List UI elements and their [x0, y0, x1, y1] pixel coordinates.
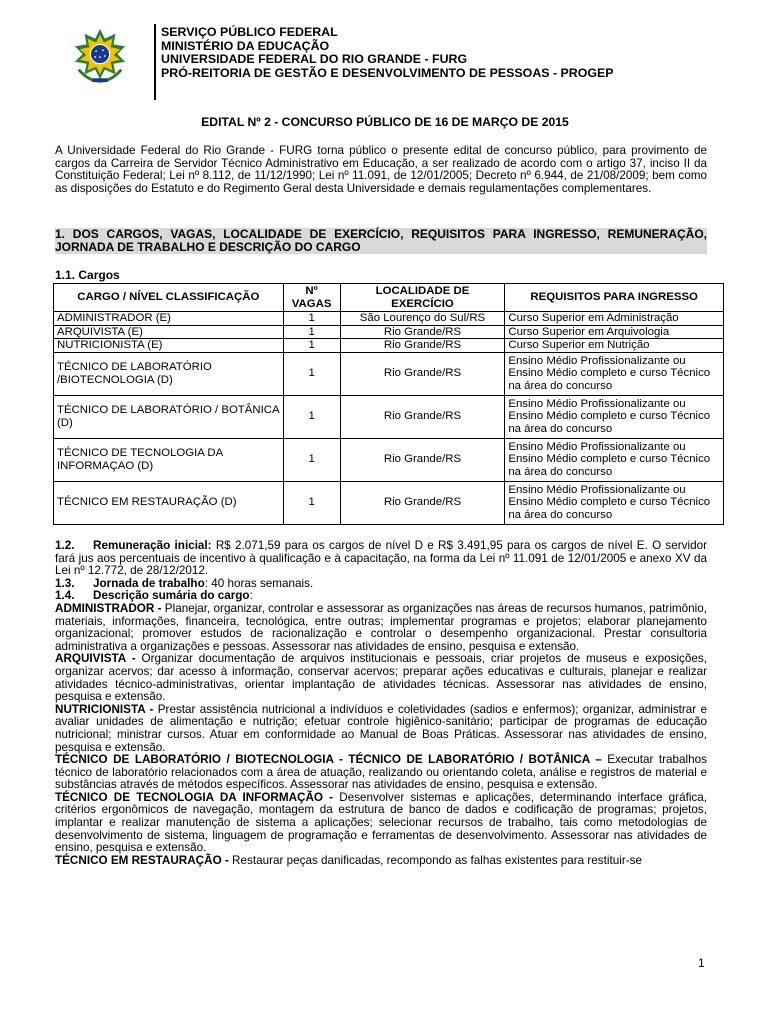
desc-tecnico-restauracao: TÉCNICO EM RESTAURAÇÃO - Restaurar peças danificadas, recompondo as falhas existentes para restituir-se — [55, 853, 642, 867]
cell-local: Rio Grande/RS — [340, 395, 505, 438]
cell-vagas: 1 — [283, 325, 340, 339]
cell-local: Rio Grande/RS — [340, 339, 505, 353]
table-header-row — [54, 284, 724, 312]
intro-paragraph: A Universidade Federal do Rio Grande - FURG torna público o presente edital de concurso público, para provimento de cargos da Carreira de Servidor Técnico Administrativo em Educação, a ser realizado de acordo com o artigo 37, inciso II da Constituição Federal; Lei nº 8.112, de 11/12/1990; Lei nº 11.091, de 12/01/2005; Decreto nº 6.944, de 21/08/2009; bem como as disposições do Estatuto e do Regimento Geral desta Universidade e demais regulamentações complementares. — [55, 144, 707, 195]
cell-cargo: ARQUIVISTA (E) — [54, 325, 284, 339]
item-1-4: 1.4. Descrição sumária do cargo: — [55, 589, 253, 603]
cell-req: Ensino Médio Profissionalizante ou Ensino Médio completo e curso Técnico na área do concurso — [505, 395, 724, 438]
cell-local: São Lourenço do Sul/RS — [340, 312, 505, 326]
cell-vagas: 1 — [283, 438, 340, 481]
page-number: 1 — [698, 956, 705, 970]
header-line-service: SERVIÇO PÚBLICO FEDERAL — [161, 25, 338, 39]
section-1-body — [55, 540, 707, 867]
cell-vagas: 1 — [283, 395, 340, 438]
brazil-coat-of-arms-icon — [71, 27, 129, 85]
cell-vagas: 1 — [283, 312, 340, 326]
table-row — [54, 395, 724, 438]
header-line-progep: PRÓ-REITORIA DE GESTÃO E DESENVOLVIMENTO DE PESSOAS - PROGEP — [161, 65, 614, 80]
table-row — [54, 352, 724, 395]
desc-arquivista: ARQUIVISTA - Organizar documentação de arquivos institucionais e pessoais, criar projetos de museus e exposições, organizar acervos; dar acesso à informação, conservar acervos; preparar ações educativas e culturais, planejar e realizar atividades técnico-administrativas, orientar implantação de atividades técnicas. Assessorar nas atividades de ensino, pesquisa e extensão. — [55, 652, 707, 704]
desc-administrador: ADMINISTRADOR - Planejar, organizar, controlar e assessorar as organizações nas áreas de recursos humanos, patrimônio, materiais, informações, financeira, tecnológica, entre outras; implementar programas e projetos; elaborar planejamento organizacional; promover estudos de racionalização e controlar o desempenho organizacional. Prestar consultoria administrativa a organizações e pessoas. Assessorar nas atividades de ensino, pesquisa e extensão. — [55, 601, 707, 653]
cell-req: Ensino Médio Profissionalizante ou Ensino Médio completo e curso Técnico na área do concurso — [505, 481, 724, 524]
institution-header — [161, 26, 614, 80]
cell-local: Rio Grande/RS — [340, 438, 505, 481]
edital-title: EDITAL Nº 2 - CONCURSO PÚBLICO DE 16 DE MARÇO DE 2015 — [201, 115, 569, 129]
cargos-table — [53, 283, 724, 525]
cell-req: Curso Superior em Arquivologia — [505, 325, 724, 339]
cell-cargo: TÉCNICO EM RESTAURAÇÃO (D) — [54, 481, 284, 524]
cell-req: Curso Superior em Administração — [505, 312, 724, 326]
cell-vagas: 1 — [283, 339, 340, 353]
cell-local: Rio Grande/RS — [340, 481, 505, 524]
header-line-university: UNIVERSIDADE FEDERAL DO RIO GRANDE - FURG — [161, 52, 468, 66]
cell-vagas: 1 — [283, 352, 340, 395]
cell-req: Ensino Médio Profissionalizante ou Ensino Médio completo e curso Técnico na área do concurso — [505, 438, 724, 481]
col-header-cargo: CARGO / NÍVEL CLASSIFICAÇÃO — [54, 284, 284, 312]
cell-cargo: TÉCNICO DE LABORATÓRIO / BOTÂNICA (D) — [54, 395, 284, 438]
table-row — [54, 339, 724, 353]
subsection-1-1-heading: 1.1. Cargos — [55, 268, 120, 282]
cell-vagas: 1 — [283, 481, 340, 524]
table-row — [54, 481, 724, 524]
cell-cargo: NUTRICIONISTA (E) — [54, 339, 284, 353]
col-header-requisitos: REQUISITOS PARA INGRESSO — [505, 284, 724, 312]
cell-cargo: TÉCNICO DE LABORATÓRIO /BIOTECNOLOGIA (D) — [54, 352, 284, 395]
section-1-heading: 1. DOS CARGOS, VAGAS, LOCALIDADE DE EXERCÍCIO, REQUISITOS PARA INGRESSO, REMUNERAÇÃO, JORNADA DE TRABALHO E DESCRIÇÃO DO CARGO — [55, 227, 707, 254]
header-divider — [154, 24, 156, 100]
cell-local: Rio Grande/RS — [340, 325, 505, 339]
cell-local: Rio Grande/RS — [340, 352, 505, 395]
table-row — [54, 325, 724, 339]
desc-tecnico-laboratorio: TÉCNICO DE LABORATÓRIO / BIOTECNOLOGIA - TÉCNICO DE LABORATÓRIO / BOTÂNICA – Executar trabalhos técnico de laboratório relacionados com a área de atuação, realizando ou orientando coleta, análise e registros de material e substâncias através de métodos específicos. Assessorar nas atividades de ensino, pesquisa e extensão. — [55, 753, 707, 792]
desc-nutricionista: NUTRICIONISTA - Prestar assistência nutricional a indivíduos e coletividades (sadios e enfermos); organizar, administrar e avaliar unidades de alimentação e nutrição; efetuar controle higiênico-sanitário; participar de programas de educação nutricional; ministrar cursos. Atuar em conformidade ao Manual de Boas Práticas. Assessorar nas atividades de ensino, pesquisa e extensão. — [55, 702, 707, 754]
cell-req: Curso Superior em Nutrição — [505, 339, 724, 353]
item-1-3: 1.3. Jornada de trabalho: 40 horas semanais. — [55, 576, 314, 590]
desc-tecnico-ti: TÉCNICO DE TECNOLOGIA DA INFORMAÇÃO - Desenvolver sistemas e aplicações, determinando interface gráfica, critérios ergonômicos de navegação, montagem da estrutura de banco de dados e codificação de programas; projetos, implantar e realizar manutenção de sistema a aplicações; selecionar recursos de trabalho, tais como metodologias de desenvolvimento de sistema, linguagem de programação e ferramentas de desenvolvimento. Assessorar nas atividades de ensino, pesquisa e extensão. — [55, 790, 708, 855]
table-row — [54, 438, 724, 481]
cell-cargo: TÉCNICO DE TECNOLOGIA DA INFORMAÇAO (D) — [54, 438, 284, 481]
header-line-ministry: MINISTÉRIO DA EDUCAÇÃO — [161, 38, 330, 53]
col-header-localidade: LOCALIDADE DE EXERCÍCIO — [340, 284, 505, 312]
item-1-2: 1.2. Remuneração inicial: R$ 2.071,59 para os cargos de nível D e R$ 3.491,95 para os cargos de nível E. O servidor fará jus aos percentuais de incentivo à qualificação e à capacitação, na forma da Lei nº 11.091 de 12/01/2005 e anexo XV da Lei nº 12.772, de 28/12/2012. — [55, 539, 707, 578]
table-row — [54, 312, 724, 326]
cell-cargo: ADMINISTRADOR (E) — [54, 312, 284, 326]
col-header-vagas: Nº VAGAS — [283, 284, 340, 312]
cell-req: Ensino Médio Profissionalizante ou Ensino Médio completo e curso Técnico na área do concurso — [505, 352, 724, 395]
